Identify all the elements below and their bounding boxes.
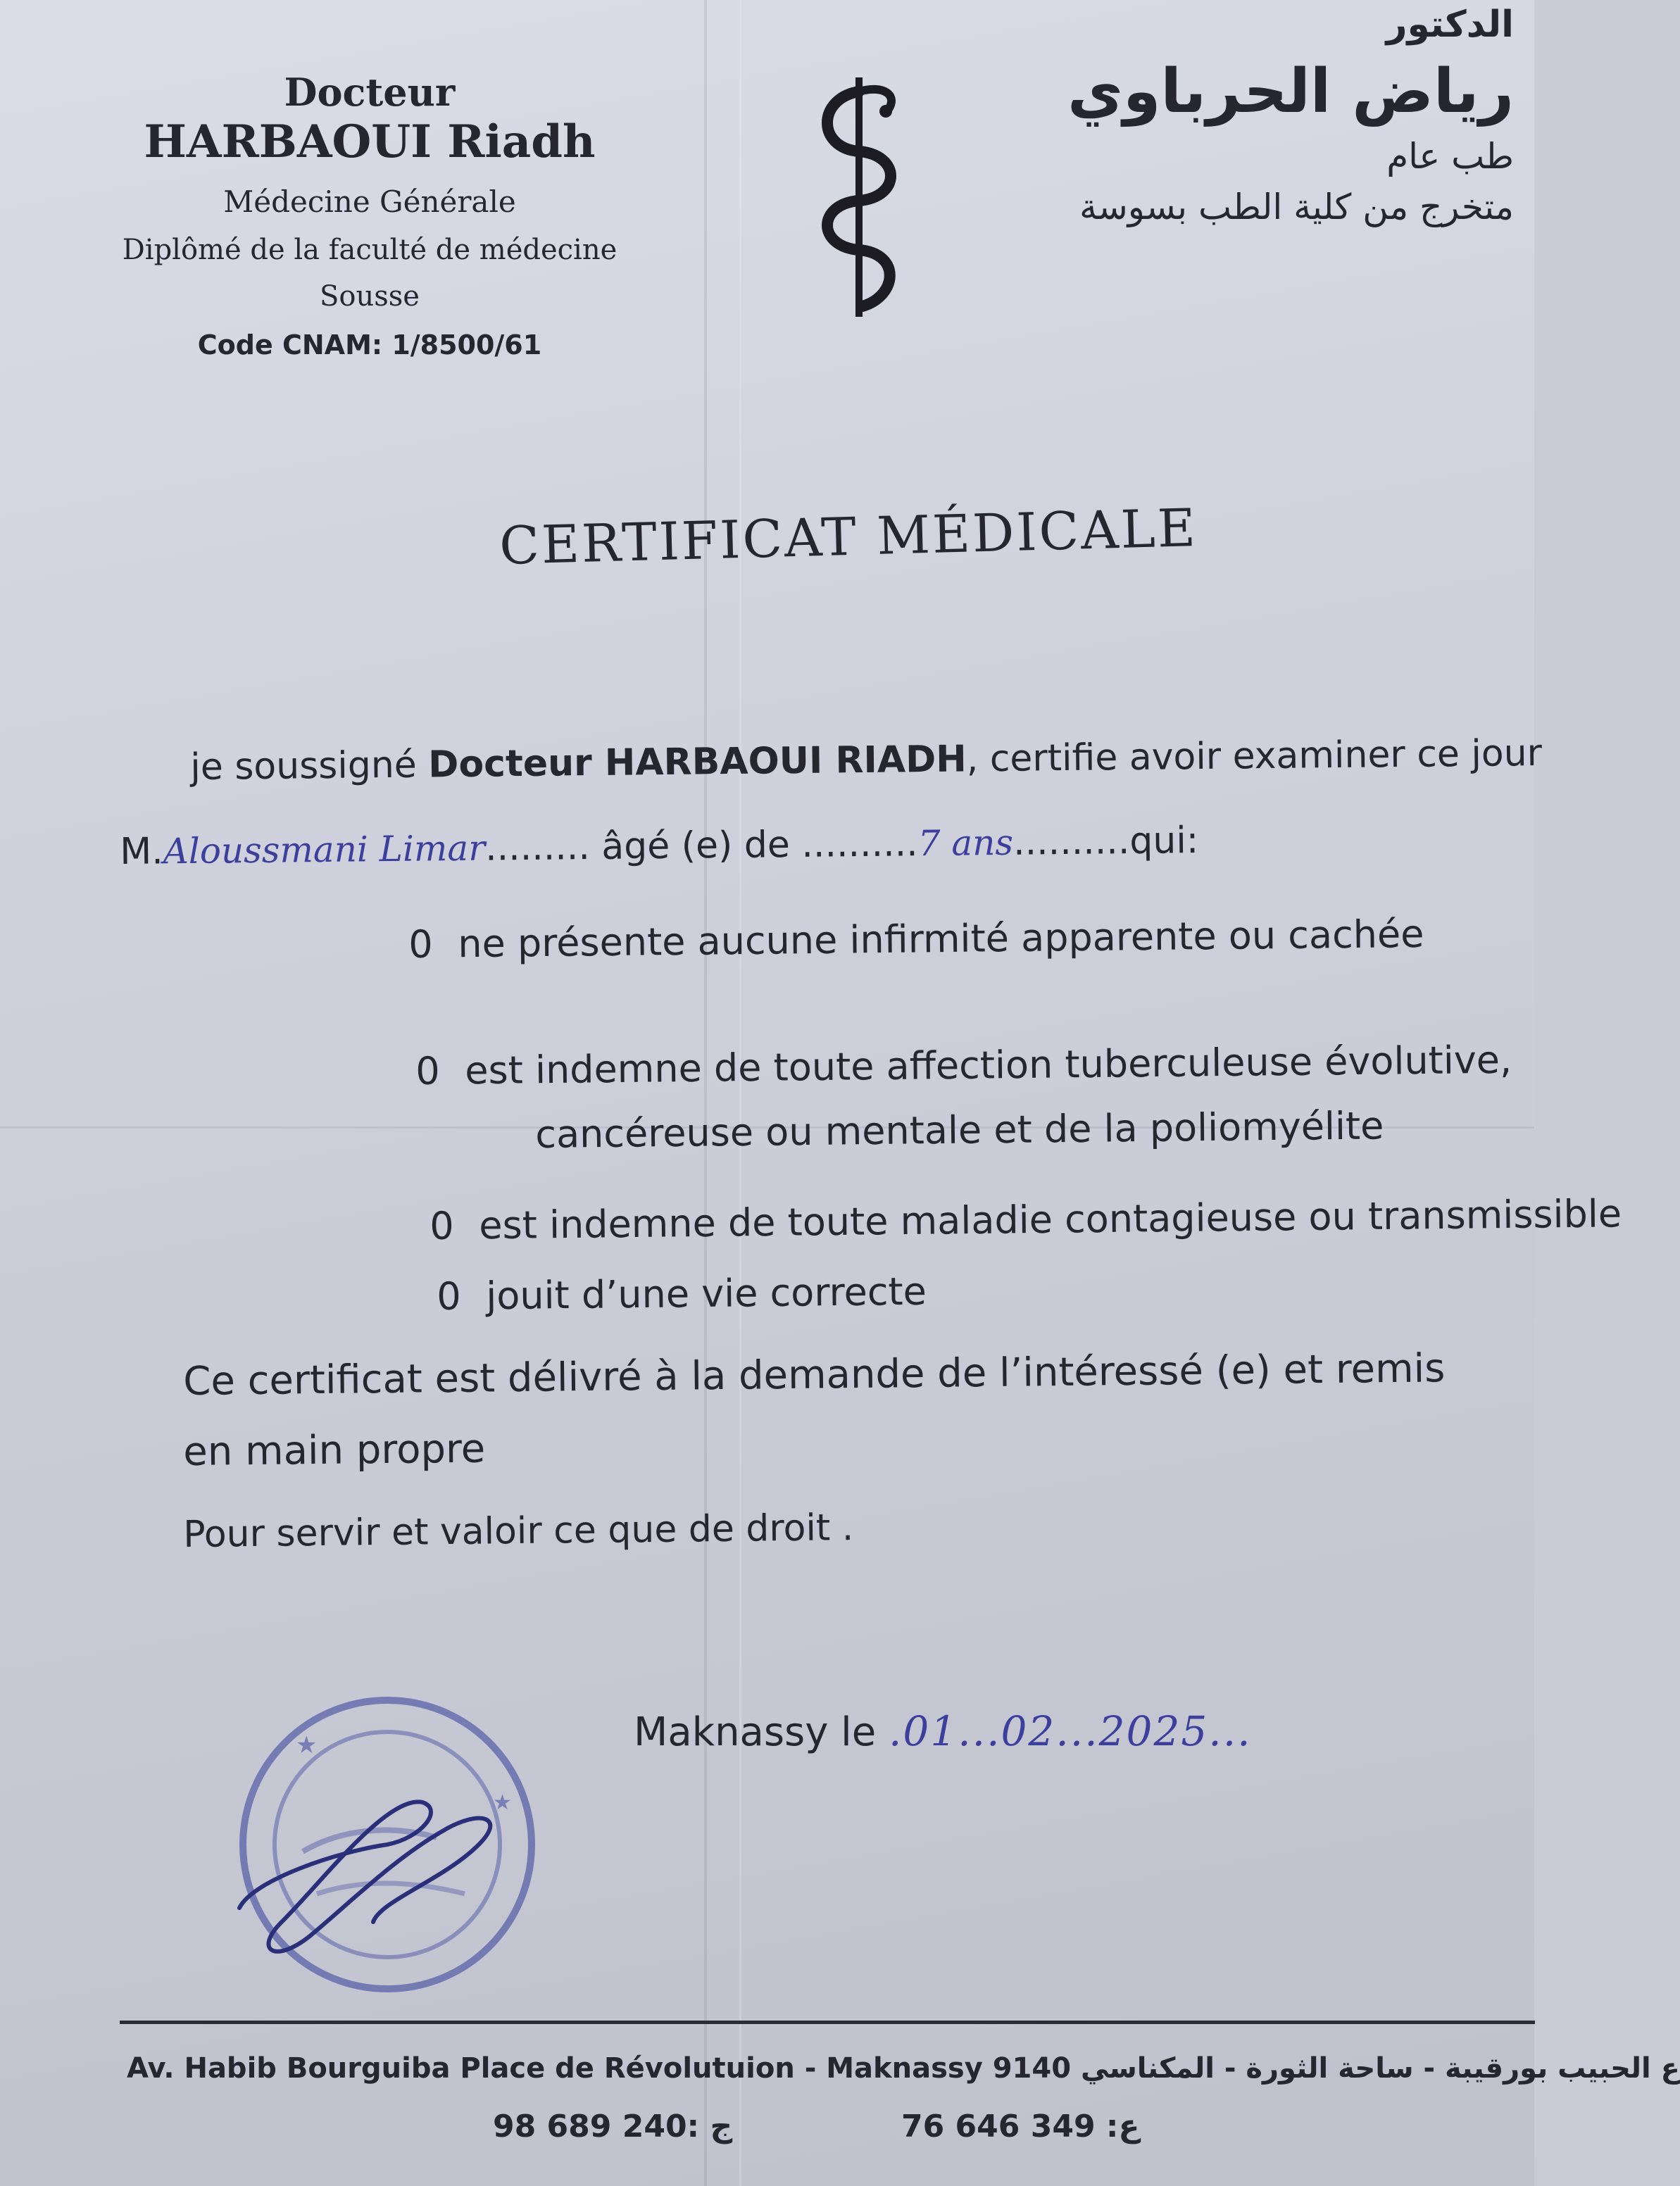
statement-rest: , certifie avoir examiner ce jour bbox=[966, 731, 1543, 781]
age-handwritten: 7 ans bbox=[917, 822, 1014, 865]
patient-prefix: M. bbox=[120, 830, 164, 873]
letterhead-french bbox=[70, 70, 669, 370]
place-label: Maknassy le bbox=[634, 1709, 889, 1755]
closing-formula: Pour servir et valoir ce que de droit . bbox=[183, 1507, 854, 1556]
doctor-name-fr: HARBAOUI Riadh bbox=[144, 115, 596, 168]
age-label: âgé (e) de bbox=[589, 823, 802, 869]
option-marker: 0 bbox=[415, 1048, 441, 1093]
doctor-title-ar: الدكتور bbox=[1386, 4, 1514, 46]
address-ar: ع الحبيب بورقيبة - ساحة الثورة - المكناسي bbox=[1081, 2052, 1680, 2085]
caduceus-icon bbox=[810, 70, 908, 324]
document-title: CERTIFICAT MÉDICALE bbox=[499, 498, 1198, 577]
option-no-tuberculosis-continued bbox=[535, 1103, 1384, 1157]
option-no-contagious-disease bbox=[430, 1191, 1622, 1248]
doctor-stamp bbox=[211, 1669, 563, 2021]
footer-address bbox=[127, 2052, 1680, 2085]
doctor-name-ar: رياض الحرباوي bbox=[1067, 56, 1514, 127]
qui-label: qui: bbox=[1129, 819, 1199, 862]
option-no-tuberculosis bbox=[415, 1038, 1512, 1093]
delivery-statement-line2: en main propre bbox=[183, 1426, 486, 1475]
address-fr: Av. Habib Bourguiba Place de Révolutuion - Maknassy 9140 bbox=[127, 2052, 1072, 2085]
letterhead-arabic bbox=[972, 0, 1514, 235]
doctor-specialty-ar: طب عام bbox=[1386, 136, 1514, 177]
phone-office: 76 646 349 :ع bbox=[901, 2109, 1140, 2144]
option-correct-life bbox=[437, 1269, 927, 1319]
option-text: cancéreuse ou mentale et de la poliomyélite bbox=[535, 1103, 1384, 1157]
fold-crease-vertical-highlight bbox=[739, 0, 741, 2186]
age-fill-pre: .......... bbox=[801, 822, 918, 866]
cnam-code: Code CNAM: 1/8500/61 bbox=[197, 329, 542, 360]
date-handwritten: .01...02...2025... bbox=[888, 1707, 1252, 1755]
svg-text:★: ★ bbox=[296, 1731, 318, 1759]
doctor-title-fr: Docteur bbox=[284, 70, 456, 115]
option-no-infirmity bbox=[408, 912, 1424, 967]
option-text: est indemne de toute maladie contagieuse ou transmissible bbox=[478, 1191, 1622, 1248]
patient-fill: ......... bbox=[484, 826, 591, 869]
phone-mobile: 98 689 240: ج bbox=[493, 2109, 733, 2144]
option-marker: 0 bbox=[437, 1274, 462, 1319]
place-and-date bbox=[634, 1707, 1252, 1755]
option-text: est indemne de toute affection tuberculeuse évolutive, bbox=[464, 1037, 1512, 1093]
doctor-diploma-ar: متخرج من كلية الطب بسوسة bbox=[1079, 187, 1514, 227]
fold-crease-vertical bbox=[704, 0, 707, 2186]
option-text: jouit d’une vie correcte bbox=[485, 1269, 927, 1319]
svg-text:★: ★ bbox=[493, 1790, 512, 1815]
option-marker: 0 bbox=[430, 1203, 455, 1248]
doctor-diploma-fr: Diplômé de la faculté de médecine Sousse bbox=[122, 234, 618, 313]
patient-name-handwritten: Aloussmani Limar bbox=[163, 827, 486, 872]
age-fill-post: .......... bbox=[1013, 819, 1130, 864]
footer-divider bbox=[120, 2021, 1535, 2024]
option-text: ne présente aucune infirmité apparente ou cachée bbox=[457, 911, 1424, 967]
statement-intro: je soussigné bbox=[190, 743, 429, 789]
statement-doctor-name: Docteur HARBAOUI RIADH bbox=[427, 738, 967, 786]
option-marker: 0 bbox=[408, 922, 434, 967]
doctor-specialty-fr: Médecine Générale bbox=[223, 184, 516, 219]
delivery-statement-line1: Ce certificat est délivré à la demande de l’intéressé (e) et remis bbox=[183, 1345, 1446, 1405]
patient-line bbox=[120, 819, 1199, 873]
certification-statement bbox=[190, 732, 1542, 789]
